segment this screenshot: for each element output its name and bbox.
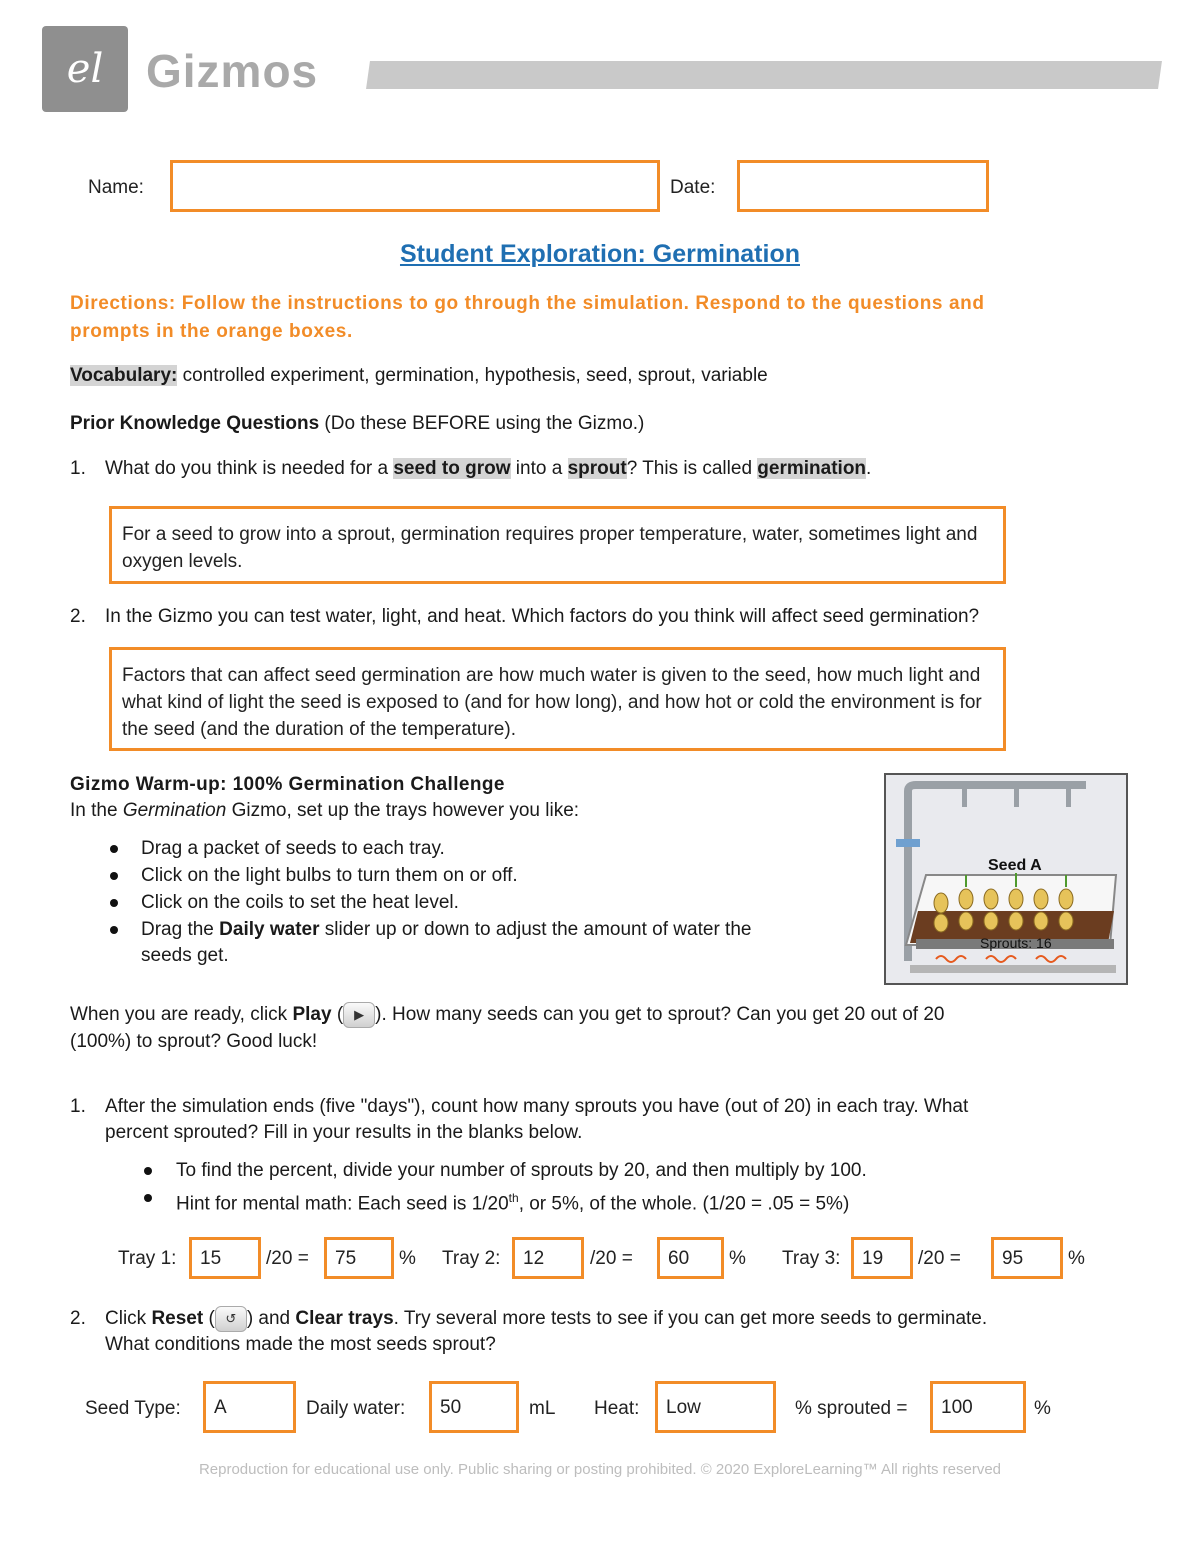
ready-line-1 [70, 1002, 944, 1028]
bullet-dot [110, 899, 118, 907]
q1-text-pre: What do you think is needed for a [105, 458, 394, 479]
percent-sprouted-label: % sprouted = [795, 1398, 908, 1419]
date-label: Date: [670, 177, 716, 198]
prior-heading-note: (Do these BEFORE using the Gizmo.) [319, 413, 645, 434]
warmup-intro [70, 798, 579, 824]
q1-text-mid2: ? This is called [626, 458, 758, 479]
tray-1-pct-sign: % [399, 1248, 416, 1269]
reset-open-paren: ( [203, 1308, 215, 1330]
reset-q-line-1 [105, 1306, 987, 1332]
heat-field[interactable]: Low [655, 1381, 776, 1433]
bullet-dot [110, 926, 118, 934]
seed-a-label: Seed A [988, 857, 1042, 874]
q1-highlight-seed-to-grow: seed to grow [393, 458, 511, 479]
reset-q-mid: ) and [246, 1308, 296, 1330]
tray-1-sprouts-field[interactable]: 15 [189, 1237, 261, 1279]
water-unit: mL [529, 1398, 556, 1419]
after-bullet-1: To find the percent, divide your number of sprouts by 20, and then multiply by 100. [176, 1160, 867, 1181]
tray-1-percent-field[interactable]: 75 [324, 1237, 394, 1279]
name-field[interactable] [170, 160, 660, 212]
percent-sprouted-unit: % [1034, 1398, 1051, 1419]
warmup-bullet-1: Drag a packet of seeds to each tray. [141, 838, 445, 859]
tray-3-percent-field[interactable]: 95 [991, 1237, 1063, 1279]
reset-bold: Reset [151, 1308, 204, 1330]
vocabulary-terms: controlled experiment, germination, hypothesis, seed, sprout, variable [177, 365, 768, 386]
tray-3-label: Tray 3: [782, 1248, 841, 1269]
warmup-bullet-4 [141, 917, 751, 943]
germination-tray-illustration [886, 775, 1126, 983]
reset-q-number: 2. [70, 1308, 86, 1329]
prior-knowledge-heading [70, 411, 644, 437]
prior-q2-text: In the Gizmo you can test water, light, and heat. Which factors do you think will affect seed germination? [105, 606, 980, 627]
gizmo-screenshot [884, 773, 1128, 985]
after-bullet-2 [176, 1185, 849, 1217]
after-q-line-1: After the simulation ends (five "days"), count how many sprouts you have (out of 20) in each tray. What [105, 1096, 969, 1117]
bullet2-sup: th [508, 1191, 519, 1205]
seed-type-field[interactable]: A [203, 1381, 296, 1433]
date-field[interactable] [737, 160, 989, 212]
bullet4-bold: Daily water [219, 919, 320, 940]
warmup-intro-post: Gizmo, set up the trays however you like: [226, 800, 580, 821]
tray-2-per: /20 = [590, 1248, 633, 1269]
bullet-dot [144, 1167, 152, 1175]
after-q-number: 1. [70, 1096, 86, 1117]
tray-3-pct-sign: % [1068, 1248, 1085, 1269]
gizmos-brand: Gizmos [146, 45, 319, 97]
page-title: Student Exploration: Germination [399, 240, 800, 268]
ready-line-2: (100%) to sprout? Good luck! [70, 1031, 318, 1052]
tray-1-per: /20 = [266, 1248, 309, 1269]
prior-q1-text [105, 456, 871, 482]
ready-open-paren: ( [331, 1004, 344, 1026]
sprouts-count-label: Sprouts: 16 [980, 935, 1052, 951]
ready-play-bold: Play [292, 1004, 332, 1026]
header-bar [366, 61, 1162, 89]
ready-pre: When you are ready, click [70, 1004, 293, 1026]
bullet4-pre: Drag the [141, 919, 220, 940]
warmup-bullet-2: Click on the light bulbs to turn them on or off. [141, 865, 518, 886]
tray-1-label: Tray 1: [118, 1248, 177, 1269]
bullet4-post: slider up or down to adjust the amount of water the [319, 919, 752, 940]
vocabulary-line [70, 363, 768, 389]
warmup-intro-pre: In the [70, 800, 123, 821]
vocabulary-label: Vocabulary: [70, 365, 178, 386]
warmup-bullet-4-cont: seeds get. [141, 945, 229, 966]
tray-2-sprouts-field[interactable]: 12 [512, 1237, 584, 1279]
seed-type-label: Seed Type: [85, 1398, 181, 1419]
percent-sprouted-field[interactable]: 100 [930, 1381, 1026, 1433]
tray-2-percent-field[interactable]: 60 [657, 1237, 724, 1279]
ready-post: ). How many seeds can you get to sprout? Can you get 20 out of 20 [375, 1004, 945, 1026]
q1-text-end: . [866, 458, 872, 479]
warmup-intro-italic: Germination [122, 800, 227, 821]
warmup-bullet-3: Click on the coils to set the heat level. [141, 892, 459, 913]
bullet2-post: , or 5%, of the whole. (1/20 = .05 = 5%) [518, 1193, 850, 1215]
prior-heading-text: Prior Knowledge Questions [70, 413, 320, 434]
clear-trays-bold: Clear trays [295, 1308, 394, 1330]
prior-q1-number: 1. [70, 458, 86, 479]
bullet-dot [144, 1194, 152, 1202]
prior-q2-number: 2. [70, 606, 86, 627]
reset-q-line-2: What conditions made the most seeds sprout? [105, 1334, 496, 1355]
explorelearning-logo: el [42, 26, 128, 112]
after-q-line-2: percent sprouted? Fill in your results in the blanks below. [105, 1122, 583, 1143]
tray-2-pct-sign: % [729, 1248, 746, 1269]
bullet-dot [110, 845, 118, 853]
reset-q-pre: Click [105, 1308, 152, 1330]
prior-q1-answer-box[interactable]: For a seed to grow into a sprout, germination requires proper temperature, water, sometimes light and oxygen levels. [109, 506, 1006, 584]
q1-highlight-sprout: sprout [567, 458, 627, 479]
q1-highlight-germination: germination [757, 458, 867, 479]
tray-3-per: /20 = [918, 1248, 961, 1269]
q1-text-mid1: into a [510, 458, 568, 479]
prior-q2-answer-box[interactable]: Factors that can affect seed germination are how much water is given to the seed, how much light and what kind of light the seed is exposed to (and for how long), and how hot or cold the environment is for the seed (and the duration of the temperature). [109, 647, 1006, 751]
warmup-heading: Gizmo Warm-up: 100% Germination Challenge [70, 774, 505, 795]
footer-copyright: Reproduction for educational use only. Public sharing or posting prohibited. © 2020 ExploreLearning™ All rights reserved [198, 1461, 1002, 1478]
daily-water-label: Daily water: [306, 1398, 406, 1419]
heat-label: Heat: [594, 1398, 640, 1419]
reset-icon[interactable]: ↺ [215, 1306, 247, 1332]
bullet2-pre: Hint for mental math: Each seed is 1/20 [176, 1193, 509, 1215]
name-label: Name: [88, 177, 144, 198]
tray-3-sprouts-field[interactable]: 19 [851, 1237, 913, 1279]
bullet-dot [110, 872, 118, 880]
reset-q-post: . Try several more tests to see if you can get more seeds to germinate. [393, 1308, 988, 1330]
directions-text: Directions: Follow the instructions to go through the simulation. Respond to the questions and prompts in the orange boxes. [70, 293, 985, 342]
tray-2-label: Tray 2: [442, 1248, 501, 1269]
daily-water-field[interactable]: 50 [429, 1381, 519, 1433]
play-icon[interactable]: ▶ [343, 1002, 375, 1028]
